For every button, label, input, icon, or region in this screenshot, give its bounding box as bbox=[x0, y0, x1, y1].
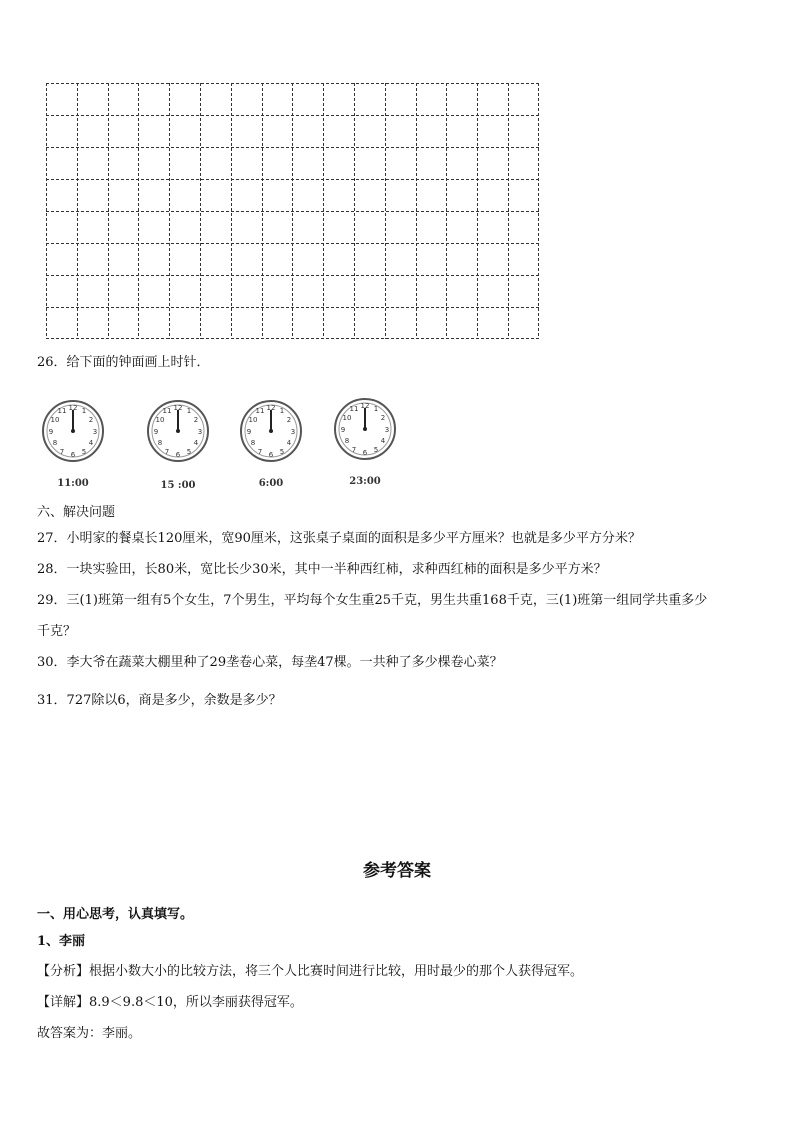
svg-text:9: 9 bbox=[153, 428, 159, 436]
svg-text:2: 2 bbox=[193, 416, 199, 424]
svg-text:3: 3 bbox=[197, 428, 203, 436]
svg-text:3: 3 bbox=[384, 426, 390, 434]
svg-text:6: 6 bbox=[362, 449, 368, 457]
svg-text:3: 3 bbox=[92, 428, 98, 436]
clock-face-icon bbox=[145, 398, 211, 464]
svg-text:8: 8 bbox=[157, 439, 163, 447]
svg-text:5: 5 bbox=[81, 448, 87, 456]
svg-text:5: 5 bbox=[186, 448, 192, 456]
question-26: 26．给下面的钟面画上时针． bbox=[37, 355, 210, 370]
answer-1-detail: 【详解】8.9＜9.8＜10，所以李丽获得冠军。 bbox=[37, 995, 303, 1010]
answer-1-heading: 1、李丽 bbox=[37, 934, 86, 949]
svg-text:11: 11 bbox=[162, 407, 172, 415]
question-30: 30．李大爷在蔬菜大棚里种了29垄卷心菜，每垄47棵。一共种了多少棵卷心菜？ bbox=[37, 655, 503, 670]
svg-text:10: 10 bbox=[155, 416, 165, 424]
svg-text:12: 12 bbox=[68, 404, 78, 412]
svg-text:9: 9 bbox=[246, 428, 252, 436]
clock-label-4: 23:00 bbox=[349, 476, 381, 487]
svg-text:1: 1 bbox=[186, 407, 192, 415]
svg-text:10: 10 bbox=[50, 416, 60, 424]
svg-text:10: 10 bbox=[248, 416, 258, 424]
svg-text:8: 8 bbox=[250, 439, 256, 447]
svg-text:12: 12 bbox=[173, 404, 183, 412]
svg-text:4: 4 bbox=[380, 437, 386, 445]
svg-text:6: 6 bbox=[175, 451, 181, 459]
svg-text:1: 1 bbox=[279, 407, 285, 415]
svg-text:7: 7 bbox=[164, 448, 170, 456]
writing-grid bbox=[46, 83, 540, 339]
svg-text:2: 2 bbox=[88, 416, 94, 424]
svg-text:3: 3 bbox=[290, 428, 296, 436]
svg-text:1: 1 bbox=[81, 407, 87, 415]
answer-1-final: 故答案为：李丽。 bbox=[37, 1026, 142, 1041]
svg-text:9: 9 bbox=[340, 426, 346, 434]
svg-text:6: 6 bbox=[70, 451, 76, 459]
svg-text:8: 8 bbox=[52, 439, 58, 447]
svg-text:12: 12 bbox=[266, 404, 276, 412]
svg-text:11: 11 bbox=[349, 405, 359, 413]
svg-text:4: 4 bbox=[193, 439, 199, 447]
answer-1-analysis: 【分析】根据小数大小的比较方法，将三个人比赛时间进行比较，用时最少的那个人获得冠军。 bbox=[37, 964, 584, 979]
svg-text:7: 7 bbox=[257, 448, 263, 456]
clock-face-icon bbox=[238, 398, 304, 464]
question-27: 27．小明家的餐桌长120厘米，宽90厘米，这张桌子桌面的面积是多少平方厘米？也就是多少平方分米？ bbox=[37, 531, 641, 546]
svg-text:4: 4 bbox=[286, 439, 292, 447]
svg-text:9: 9 bbox=[48, 428, 54, 436]
answer-section-1: 一、用心思考，认真填写。 bbox=[37, 907, 194, 922]
svg-text:10: 10 bbox=[342, 414, 352, 422]
svg-text:2: 2 bbox=[380, 414, 386, 422]
section-heading-6: 六、解决问题 bbox=[37, 505, 116, 520]
svg-text:7: 7 bbox=[59, 448, 65, 456]
question-29: 29．三(1)班第一组有5个女生，7个男生，平均每个女生重25千克，男生共重168千克，三(1)班第一组同学共重多少 bbox=[37, 593, 708, 608]
svg-text:12: 12 bbox=[360, 402, 370, 410]
svg-text:8: 8 bbox=[344, 437, 350, 445]
clock-label-2: 15 :00 bbox=[160, 480, 196, 491]
svg-text:11: 11 bbox=[57, 407, 67, 415]
clock-face-icon bbox=[332, 396, 398, 462]
answer-title: 参考答案 bbox=[363, 861, 431, 881]
svg-text:2: 2 bbox=[286, 416, 292, 424]
svg-text:5: 5 bbox=[373, 446, 379, 454]
svg-text:7: 7 bbox=[351, 446, 357, 454]
question-28: 28．一块实验田，长80米，宽比长少30米，其中一半种西红柿，求种西红柿的面积是多少平方米？ bbox=[37, 562, 607, 577]
svg-text:1: 1 bbox=[373, 405, 379, 413]
question-29-continued: 千克？ bbox=[37, 624, 77, 639]
svg-text:11: 11 bbox=[255, 407, 265, 415]
clock-label-1: 11:00 bbox=[57, 478, 89, 489]
svg-text:6: 6 bbox=[268, 451, 274, 459]
question-31: 31．727除以6，商是多少，余数是多少？ bbox=[37, 693, 282, 708]
svg-text:4: 4 bbox=[88, 439, 94, 447]
clock-label-3: 6:00 bbox=[258, 478, 284, 489]
clock-face-icon bbox=[40, 398, 106, 464]
svg-text:5: 5 bbox=[279, 448, 285, 456]
